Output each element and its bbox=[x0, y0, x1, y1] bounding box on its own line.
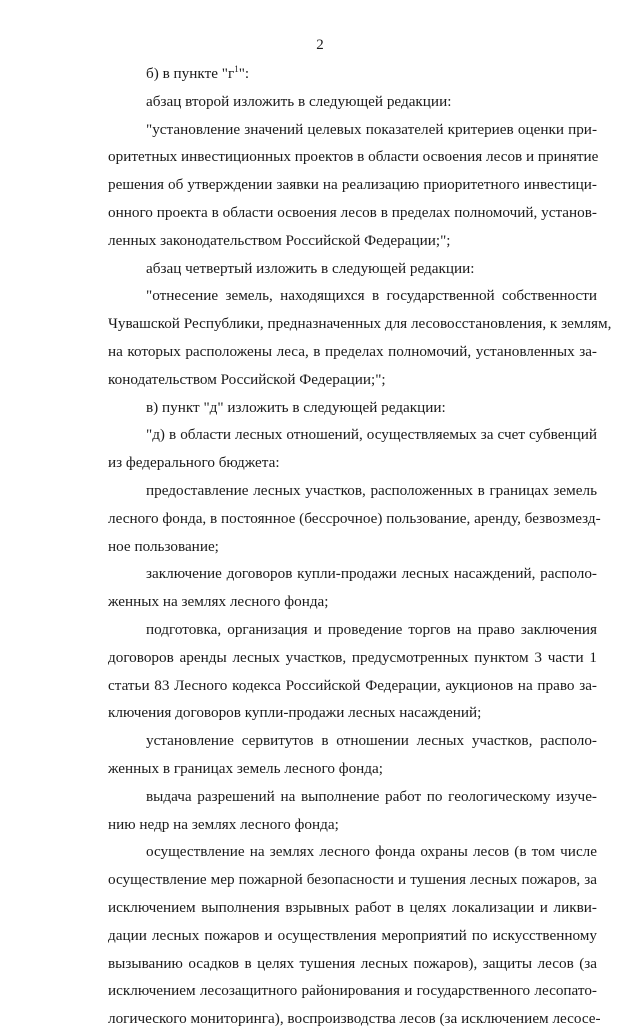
text-line bbox=[108, 672, 597, 700]
text-line bbox=[108, 699, 597, 727]
text-line-content: лесного фонда, в постоянное (бессрочное) пользование, аренду, безвозмезд- bbox=[108, 509, 601, 527]
text-line bbox=[108, 560, 597, 588]
text-line-content: оритетных инвестиционных проектов в области освоения лесов и принятие bbox=[108, 148, 599, 166]
text-line-content: дации лесных пожаров и осуществления мероприятий по искусственному bbox=[108, 926, 597, 944]
text-line-content: ленных законодательством Российской Федерации;"; bbox=[108, 231, 451, 249]
text-line bbox=[108, 922, 597, 950]
text-line bbox=[108, 1005, 601, 1033]
text-line bbox=[108, 894, 597, 922]
text-line-content: нию недр на землях лесного фонда; bbox=[108, 815, 339, 833]
text-line-content: из федерального бюджета: bbox=[108, 454, 280, 472]
text-line bbox=[108, 588, 597, 616]
text-line-tail: ": bbox=[238, 65, 250, 82]
text-line bbox=[108, 88, 597, 116]
text-line bbox=[108, 227, 597, 255]
text-line bbox=[108, 60, 597, 88]
text-line bbox=[108, 171, 597, 199]
text-line bbox=[108, 421, 597, 449]
text-line bbox=[108, 783, 597, 811]
text-line-content: "отнесение земель, находящихся в государственной собственности bbox=[146, 287, 597, 305]
text-line bbox=[108, 338, 597, 366]
text-line bbox=[108, 116, 597, 144]
text-line bbox=[108, 449, 597, 477]
text-line-content: абзац четвертый изложить в следующей редакции: bbox=[146, 259, 475, 277]
text-line-content: осуществление мер пожарной безопасности и тушения лесных пожаров, за bbox=[108, 871, 597, 889]
text-line bbox=[108, 199, 597, 227]
text-line-content: осуществление на землях лесного фонда охраны лесов (в том числе bbox=[146, 843, 597, 861]
text-line-content: онного проекта в области освоения лесов в пределах полномочий, установ- bbox=[108, 203, 597, 221]
text-line-content: в) пункт "д" изложить в следующей редакции: bbox=[146, 398, 446, 416]
superscript: 1 bbox=[234, 64, 239, 74]
text-line-content: б) в пункте "г bbox=[146, 65, 235, 82]
document-body bbox=[108, 60, 612, 1033]
text-line bbox=[108, 727, 597, 755]
text-line-content: на которых расположены леса, в пределах полномочий, установленных за- bbox=[108, 342, 597, 360]
text-line-content: "д) в области лесных отношений, осуществляемых за счет субвенций bbox=[146, 426, 597, 444]
text-line-content: решения об утверждении заявки на реализацию приоритетного инвестици- bbox=[108, 176, 597, 194]
text-line bbox=[108, 366, 597, 394]
text-line-content: установление сервитутов в отношении лесных участков, располо- bbox=[146, 732, 597, 750]
text-line bbox=[108, 866, 597, 894]
text-line bbox=[108, 282, 597, 310]
text-line-content: выдача разрешений на выполнение работ по геологическому изуче- bbox=[146, 787, 597, 805]
text-line bbox=[108, 644, 597, 672]
text-line bbox=[108, 477, 597, 505]
text-line-content: подготовка, организация и проведение торгов на право заключения bbox=[146, 620, 597, 638]
text-line-content: логического мониторинга), воспроизводства лесов (за исключением лесосе- bbox=[108, 1010, 601, 1028]
text-line bbox=[108, 143, 597, 171]
text-line-content: конодательством Российской Федерации;"; bbox=[108, 370, 386, 388]
page-number: 2 bbox=[316, 37, 324, 53]
text-line bbox=[108, 811, 597, 839]
text-line bbox=[108, 255, 597, 283]
text-line bbox=[108, 394, 597, 422]
text-line-content: вызыванию осадков в целях тушения лесных пожаров), защиты лесов (за bbox=[108, 954, 597, 972]
text-line-content: женных на землях лесного фонда; bbox=[108, 593, 329, 611]
text-line-content: "установление значений целевых показателей критериев оценки при- bbox=[146, 120, 597, 138]
text-line-content: ное пользование; bbox=[108, 537, 219, 555]
text-line-content: ключения договоров купли-продажи лесных насаждений; bbox=[108, 704, 482, 722]
text-line bbox=[108, 616, 597, 644]
text-line bbox=[108, 977, 597, 1005]
text-line-content: заключение договоров купли-продажи лесных насаждений, располо- bbox=[146, 565, 597, 583]
text-line bbox=[108, 533, 597, 561]
text-line bbox=[108, 310, 612, 338]
text-line bbox=[108, 505, 601, 533]
text-line-content: женных в границах земель лесного фонда; bbox=[108, 759, 383, 777]
text-line-content: исключением выполнения взрывных работ в целях локализации и ликви- bbox=[108, 898, 597, 916]
text-line-content: статьи 83 Лесного кодекса Российской Федерации, аукционов на право за- bbox=[108, 676, 597, 694]
text-line-content: договоров аренды лесных участков, предусмотренных пунктом 3 части 1 bbox=[108, 648, 597, 666]
text-line-content: предоставление лесных участков, расположенных в границах земель bbox=[146, 481, 597, 499]
text-line bbox=[108, 950, 597, 978]
text-line bbox=[108, 755, 597, 783]
text-line-content: исключением лесозащитного районирования и государственного лесопато- bbox=[108, 982, 597, 1000]
text-line-content: Чувашской Республики, предназначенных для лесовосстановления, к землям, bbox=[108, 315, 612, 333]
text-line-content: абзац второй изложить в следующей редакции: bbox=[146, 92, 452, 110]
text-line bbox=[108, 838, 597, 866]
